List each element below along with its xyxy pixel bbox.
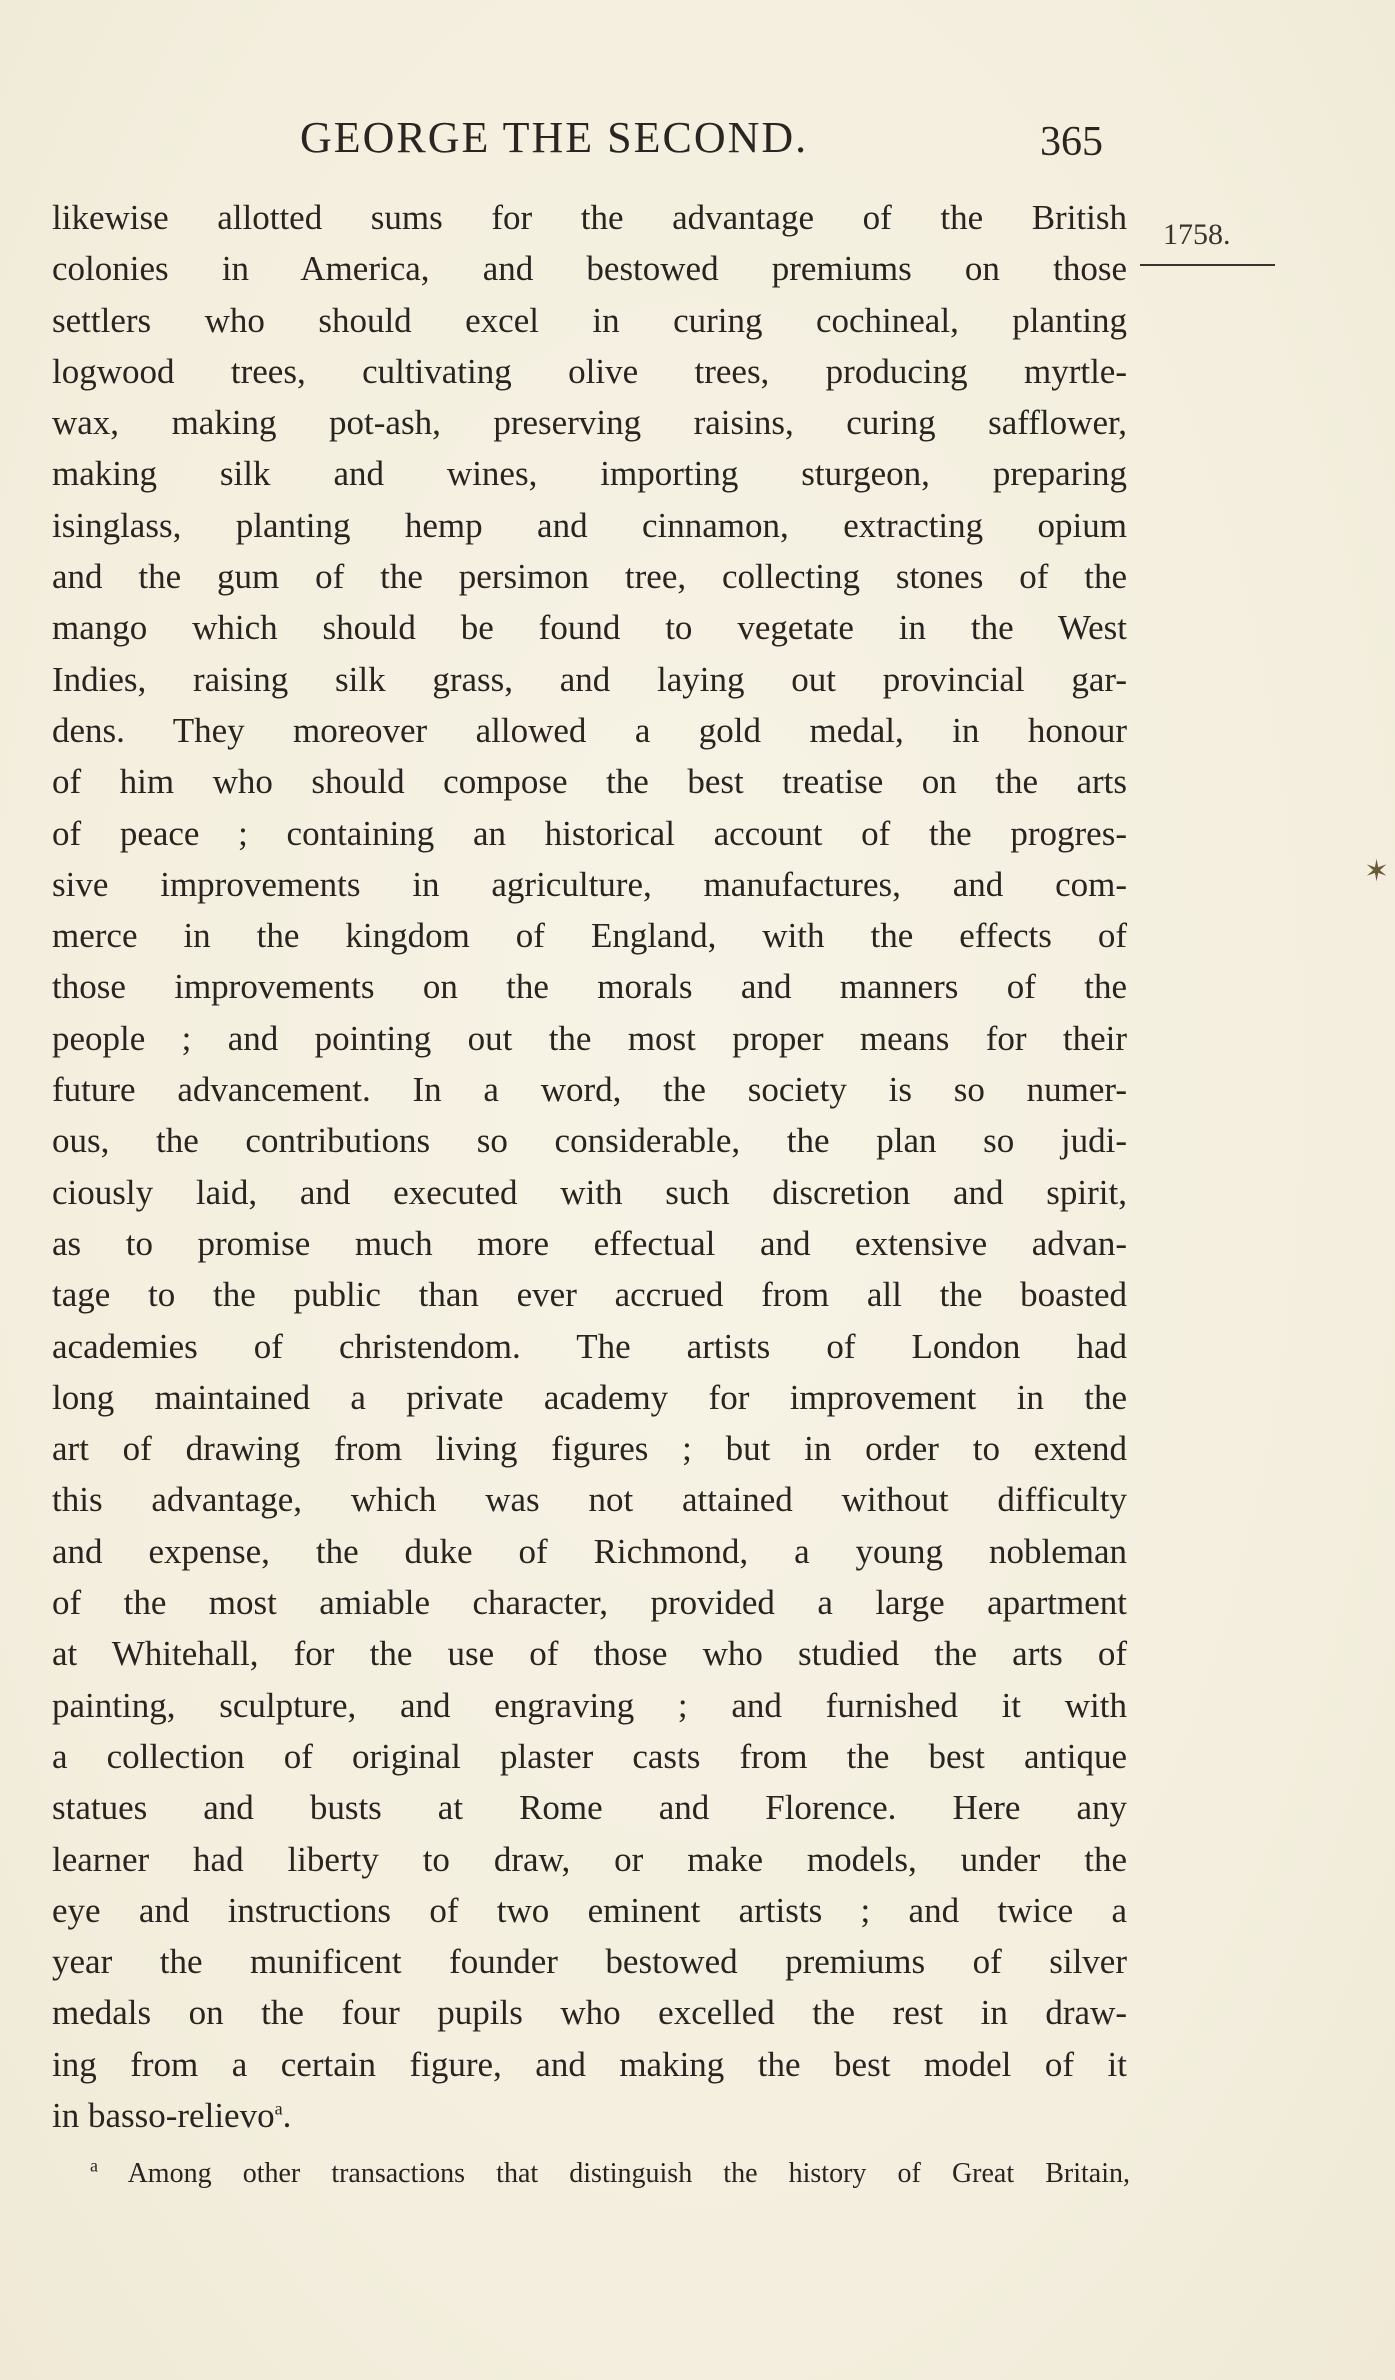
text-line: ous, the contributions so considerable, the plan so judi- <box>52 1121 1127 1161</box>
text-line: likewise allotted sums for the advantage of the British <box>52 198 1127 237</box>
text-line-last: in basso-relievo$^a$. <box>52 2095 292 2135</box>
text-line: of him who should compose the best treatise on the arts <box>52 762 1127 802</box>
text-line: and the gum of the persimon tree, collecting stones of the <box>52 557 1127 597</box>
page-number: 365 <box>1040 119 1103 165</box>
text-line: merce in the kingdom of England, with the effects of <box>52 916 1127 956</box>
text-line: art of drawing from living figures ; but in order to extend <box>52 1429 1127 1469</box>
text-line: settlers who should excel in curing cochineal, planting <box>52 300 1127 340</box>
footnote-reference: a <box>274 2098 283 2119</box>
text-line: a collection of original plaster casts from the best antique <box>52 1736 1127 1776</box>
running-title: GEORGE THE SECOND. <box>300 113 809 162</box>
text-line: of peace ; containing an historical account of the progres- <box>52 813 1127 853</box>
margin-rule <box>1140 264 1275 266</box>
text-line: and expense, the duke of Richmond, a young nobleman <box>52 1531 1127 1571</box>
text-line: mango which should be found to vegetate in the West <box>52 608 1127 648</box>
text-line: learner had liberty to draw, or make models, under the <box>52 1839 1127 1879</box>
text-line: those improvements on the morals and manners of the <box>52 967 1127 1007</box>
body-text <box>52 192 1127 2141</box>
margin-mark-icon: ✶ <box>1364 854 1390 889</box>
text-line: at Whitehall, for the use of those who studied the arts of <box>52 1634 1127 1674</box>
footnote <box>90 2155 1130 2190</box>
text-line: Indies, raising silk grass, and laying out provincial gar- <box>52 659 1127 699</box>
text-line: long maintained a private academy for improvement in the <box>52 1377 1127 1417</box>
text-line: academies of christendom. The artists of London had <box>52 1326 1127 1366</box>
text-line: as to promise much more effectual and extensive advan- <box>52 1223 1127 1263</box>
text-line: colonies in America, and bestowed premiums on those <box>52 249 1127 289</box>
text-line: sive improvements in agriculture, manufactures, and com- <box>52 864 1127 904</box>
text-line: painting, sculpture, and engraving ; and furnished it with <box>52 1685 1127 1725</box>
text-line: of the most amiable character, provided a large apartment <box>52 1583 1127 1623</box>
text-line: dens. They moreover allowed a gold medal, in honour <box>52 710 1127 750</box>
text-line: statues and busts at Rome and Florence. Here any <box>52 1788 1127 1828</box>
text-line: wax, making pot-ash, preserving raisins, curing safflower, <box>52 403 1127 443</box>
text-line: isinglass, planting hemp and cinnamon, extracting opium <box>52 505 1127 545</box>
text-line: people ; and pointing out the most proper means for their <box>52 1018 1127 1058</box>
text-line: making silk and wines, importing sturgeon, preparing <box>52 454 1127 494</box>
footnote-text: Among other transactions that distinguish the history of Great Britain, <box>127 2158 1130 2189</box>
margin-year: 1758. <box>1163 218 1231 251</box>
text-line: medals on the four pupils who excelled the rest in draw- <box>52 1993 1127 2033</box>
text-line: tage to the public than ever accrued from all the boasted <box>52 1275 1127 1315</box>
text-line: eye and instructions of two eminent artists ; and twice a <box>52 1890 1127 1930</box>
text-line: ciously laid, and executed with such discretion and spirit, <box>52 1172 1127 1212</box>
text-line: this advantage, which was not attained without difficulty <box>52 1480 1127 1520</box>
text-line: year the munificent founder bestowed premiums of silver <box>52 1942 1127 1982</box>
last-line-text: in basso-relievo <box>52 2095 275 2135</box>
text-line: logwood trees, cultivating olive trees, producing myrtle- <box>52 351 1127 391</box>
text-line: ing from a certain figure, and making the best model of it <box>52 2044 1127 2084</box>
text-line: future advancement. In a word, the society is so numer- <box>52 1070 1127 1110</box>
footnote-marker: a <box>90 2155 98 2176</box>
